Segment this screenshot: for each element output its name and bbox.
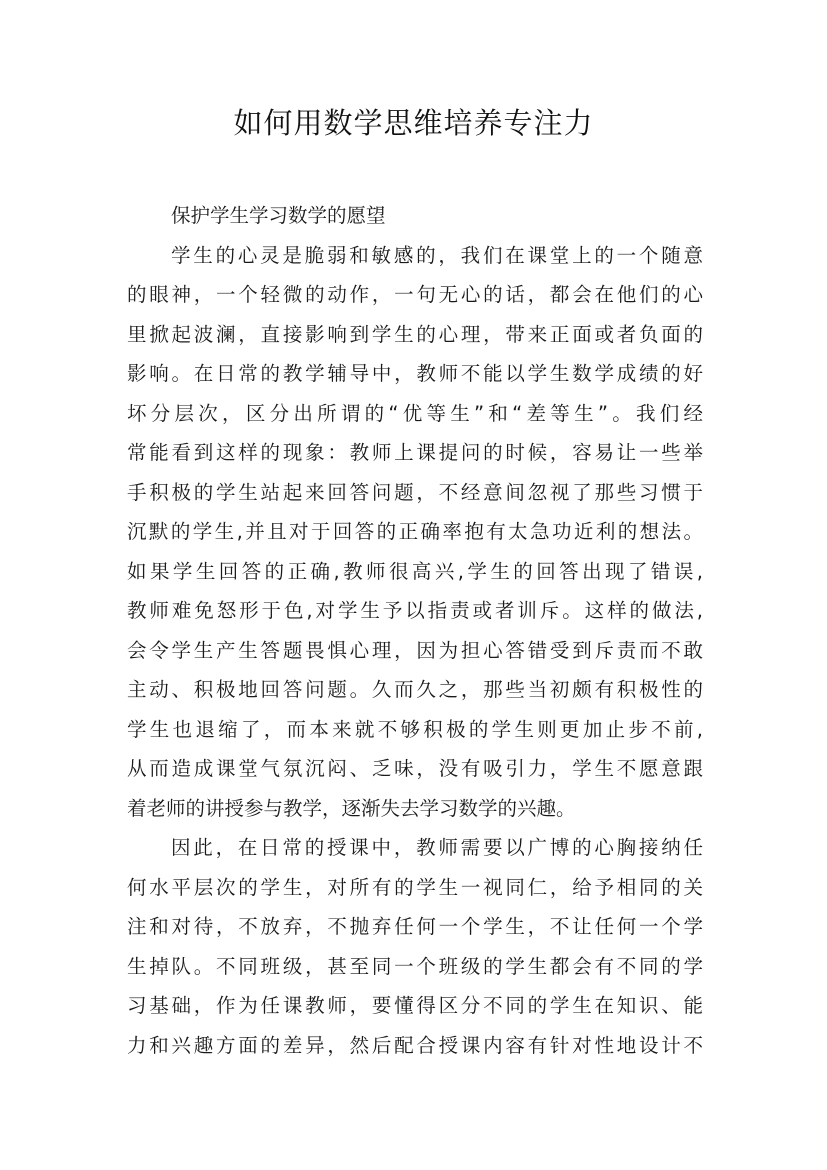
- text-line: 习基础，作为任课教师，要懂得区分不同的学生在知识、能: [127, 994, 703, 1017]
- text-line: 沉默的学生,并且对于回答的正确率抱有太急功近利的想法。: [127, 520, 703, 543]
- text-line: 如果学生回答的正确,教师很高兴,学生的回答出现了错误,: [127, 559, 703, 583]
- text-line: 生掉队。不同班级，甚至同一个班级的学生都会有不同的学: [127, 954, 703, 978]
- text-line: 影响。在日常的教学辅导中，教师不能以学生数学成绩的好: [127, 362, 703, 385]
- text-line: 注和对待，不放弃，不抛弃任何一个学生，不让任何一个学: [127, 915, 703, 938]
- text-line: 学生的心灵是脆弱和敏感的，我们在课堂上的一个随意: [171, 243, 703, 267]
- text-line: 何水平层次的学生，对所有的学生一视同仁，给予相同的关: [127, 875, 703, 899]
- text-line: 会令学生产生答题畏惧心理，因为担心答错受到斥责而不敢: [127, 638, 703, 662]
- document-body: [127, 196, 703, 1065]
- text-line: 学生也退缩了，而本来就不够积极的学生则更加止步不前,: [127, 717, 703, 741]
- text-line: 从而造成课堂气氛沉闷、乏味，没有吸引力，学生不愿意跟: [127, 757, 703, 780]
- text-line: 教师难免怒形于色,对学生予以指责或者训斥。这样的做法,: [127, 599, 703, 622]
- text-line: 常能看到这样的现象：教师上课提问的时候，容易让一些举: [127, 441, 703, 464]
- text-line: 保护学生学习数学的愿望: [171, 204, 386, 227]
- text-line: 着老师的讲授参与教学，逐渐失去学习数学的兴趣。: [127, 796, 576, 820]
- text-line: 手积极的学生站起来回答问题，不经意间忽视了那些习惯于: [127, 480, 703, 504]
- text-line: 力和兴趣方面的差异，然后配合授课内容有针对性地设计不: [127, 1033, 703, 1057]
- text-line: 的眼神，一个轻微的动作，一句无心的话，都会在他们的心: [127, 283, 703, 306]
- text-line: 里掀起波澜，直接影响到学生的心理，带来正面或者负面的: [127, 322, 703, 346]
- text-line: 主动、积极地回答问题。久而久之，那些当初颇有积极性的: [127, 678, 703, 701]
- document-title: 如何用数学思维培养专注力: [233, 106, 594, 140]
- text-line: 坏分层次，区分出所谓的“优等生”和“差等生”。我们经: [127, 401, 703, 425]
- text-line: 因此，在日常的授课中，教师需要以广博的心胸接纳任: [171, 836, 703, 859]
